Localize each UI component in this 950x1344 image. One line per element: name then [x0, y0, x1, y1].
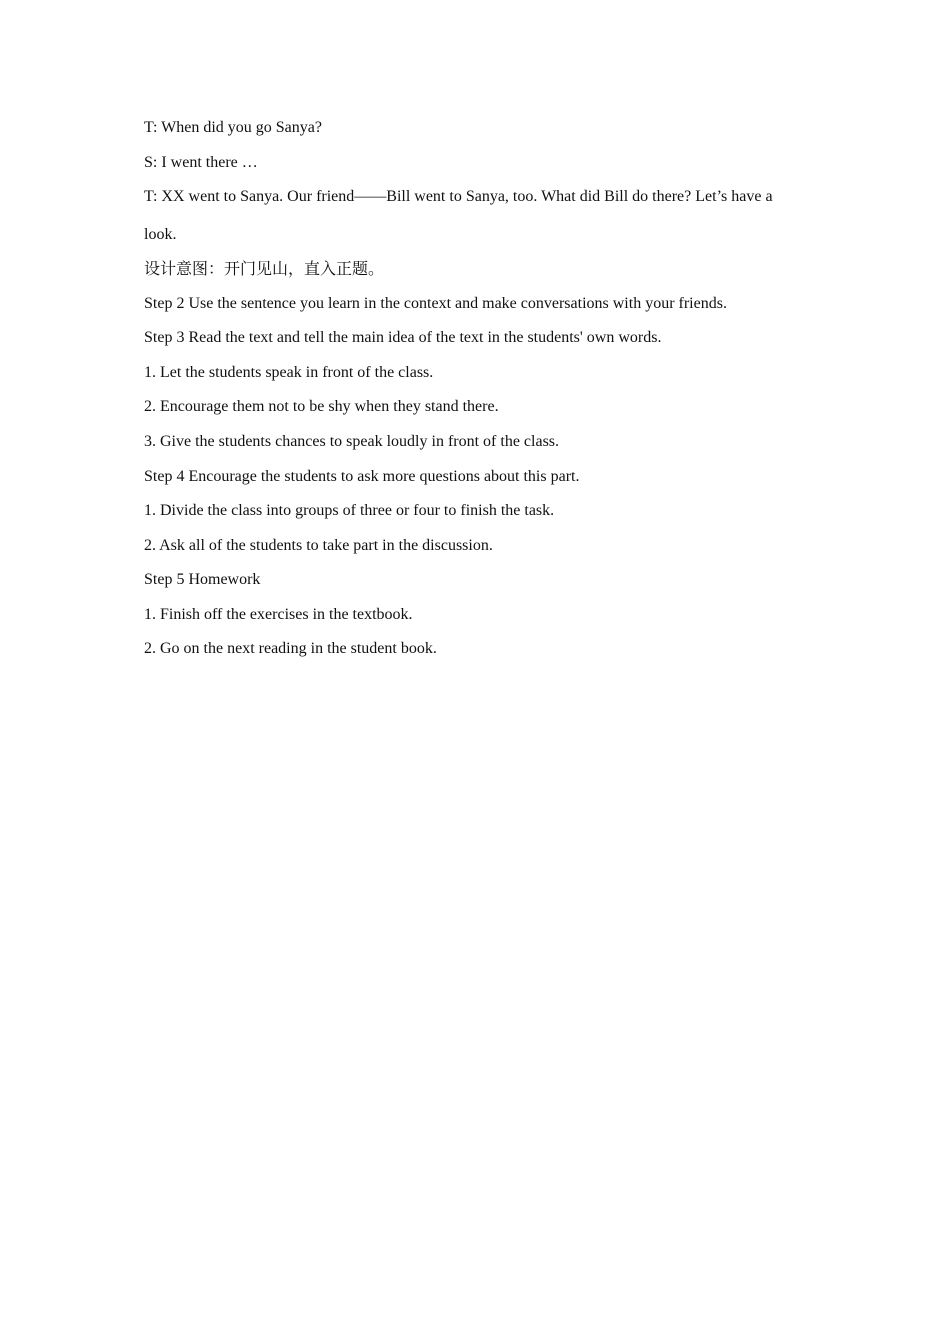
dialogue-line-student-answer: S: I went there … [144, 154, 258, 171]
dialogue-line-teacher-question: T: When did you go Sanya? [144, 119, 322, 136]
step-3-item-1: 1. Let the students speak in front of the class. [144, 364, 434, 381]
dialogue-line-teacher-intro-cont: look. [144, 226, 177, 243]
step-2-heading: Step 2 Use the sentence you learn in the context and make conversations with your friends. [144, 295, 727, 312]
step-5-item-2: 2. Go on the next reading in the student book. [144, 640, 437, 657]
design-intent-note: 设计意图：开门见山，直入正题。 [144, 261, 385, 278]
step-3-item-2: 2. Encourage them not to be shy when they stand there. [144, 398, 499, 415]
step-3-heading: Step 3 Read the text and tell the main idea of the text in the students' own words. [144, 329, 662, 346]
step-4-item-1: 1. Divide the class into groups of three or four to finish the task. [144, 502, 555, 519]
step-4-heading: Step 4 Encourage the students to ask more questions about this part. [144, 468, 580, 485]
step-3-item-3: 3. Give the students chances to speak loudly in front of the class. [144, 433, 560, 450]
dialogue-line-teacher-intro: T: XX went to Sanya. Our friend——Bill went to Sanya, too. What did Bill do there? Let’s have a [144, 188, 773, 205]
step-5-heading: Step 5 Homework [144, 571, 261, 588]
step-5-item-1: 1. Finish off the exercises in the textbook. [144, 606, 413, 623]
step-4-item-2: 2. Ask all of the students to take part in the discussion. [144, 537, 493, 554]
